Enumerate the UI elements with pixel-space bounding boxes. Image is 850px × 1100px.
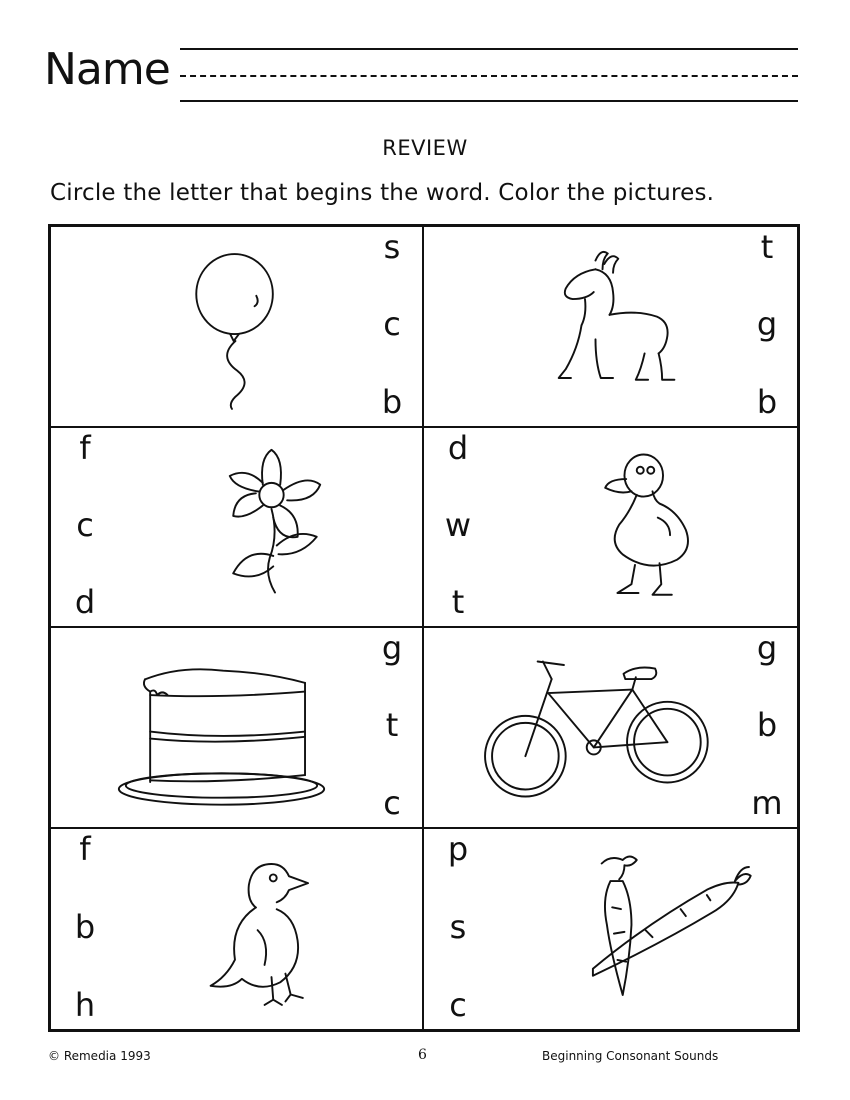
duck-icon — [514, 432, 777, 623]
letter-choice[interactable]: b — [74, 907, 96, 946]
letter-choice[interactable]: t — [385, 706, 399, 745]
cell-flower — [51, 428, 424, 629]
cell-cake — [51, 628, 424, 829]
letter-choice[interactable]: c — [383, 305, 401, 344]
letter-choice[interactable]: m — [751, 783, 783, 822]
letter-choice[interactable]: s — [449, 907, 467, 946]
worksheet-title: REVIEW — [382, 136, 468, 160]
cell-balloon — [51, 227, 424, 428]
letter-choice[interactable]: g — [381, 629, 403, 667]
cell-bird — [51, 829, 424, 1030]
letter-choice[interactable]: b — [756, 382, 778, 421]
flower-icon — [141, 432, 402, 623]
instructions: Circle the letter that begins the word. Color the pictures. — [50, 180, 715, 206]
letter-choice[interactable]: p — [447, 829, 469, 868]
letter-choice[interactable]: f — [79, 428, 91, 467]
letter-choice[interactable]: c — [383, 783, 401, 822]
letter-choice[interactable]: s — [383, 228, 401, 266]
letter-choice[interactable]: g — [756, 305, 778, 344]
letter-choice[interactable]: f — [79, 829, 91, 868]
cell-duck — [424, 428, 797, 629]
letter-choice[interactable]: d — [74, 583, 96, 621]
letter-choice[interactable]: b — [381, 382, 403, 421]
bicycle-icon — [464, 632, 727, 823]
cake-icon — [91, 632, 352, 823]
letter-choice[interactable]: c — [76, 505, 94, 544]
letter-choice[interactable]: d — [447, 428, 469, 467]
name-line-bottom — [180, 100, 798, 102]
review-grid — [48, 224, 800, 1032]
balloon-icon — [91, 231, 352, 422]
letter-choice[interactable]: h — [74, 986, 96, 1024]
carrot-icon — [514, 833, 777, 1026]
letter-choices — [747, 227, 787, 426]
name-line-middle[interactable] — [180, 75, 798, 77]
cell-bicycle — [424, 628, 797, 829]
letter-choices — [438, 428, 478, 627]
letter-choices — [65, 829, 105, 1030]
letter-choices — [372, 227, 412, 426]
goat-icon — [464, 231, 727, 422]
name-label: Name — [44, 44, 170, 95]
letter-choice[interactable]: b — [756, 706, 778, 745]
bird-icon — [141, 833, 402, 1026]
letter-choices — [438, 829, 478, 1030]
page-number: 6 — [418, 1047, 427, 1063]
letter-choice[interactable]: w — [444, 505, 472, 544]
copyright-text: © Remedia 1993 — [48, 1049, 151, 1063]
letter-choice[interactable]: c — [449, 986, 467, 1024]
letter-choice[interactable]: g — [756, 629, 778, 667]
letter-choices — [372, 628, 412, 827]
cell-goat — [424, 227, 797, 428]
subject-text: Beginning Consonant Sounds — [542, 1049, 719, 1063]
letter-choice[interactable]: t — [451, 583, 465, 621]
cell-carrot — [424, 829, 797, 1030]
name-line-top — [180, 48, 798, 50]
letter-choices — [65, 428, 105, 627]
letter-choices — [747, 628, 787, 827]
letter-choice[interactable]: t — [760, 228, 774, 266]
